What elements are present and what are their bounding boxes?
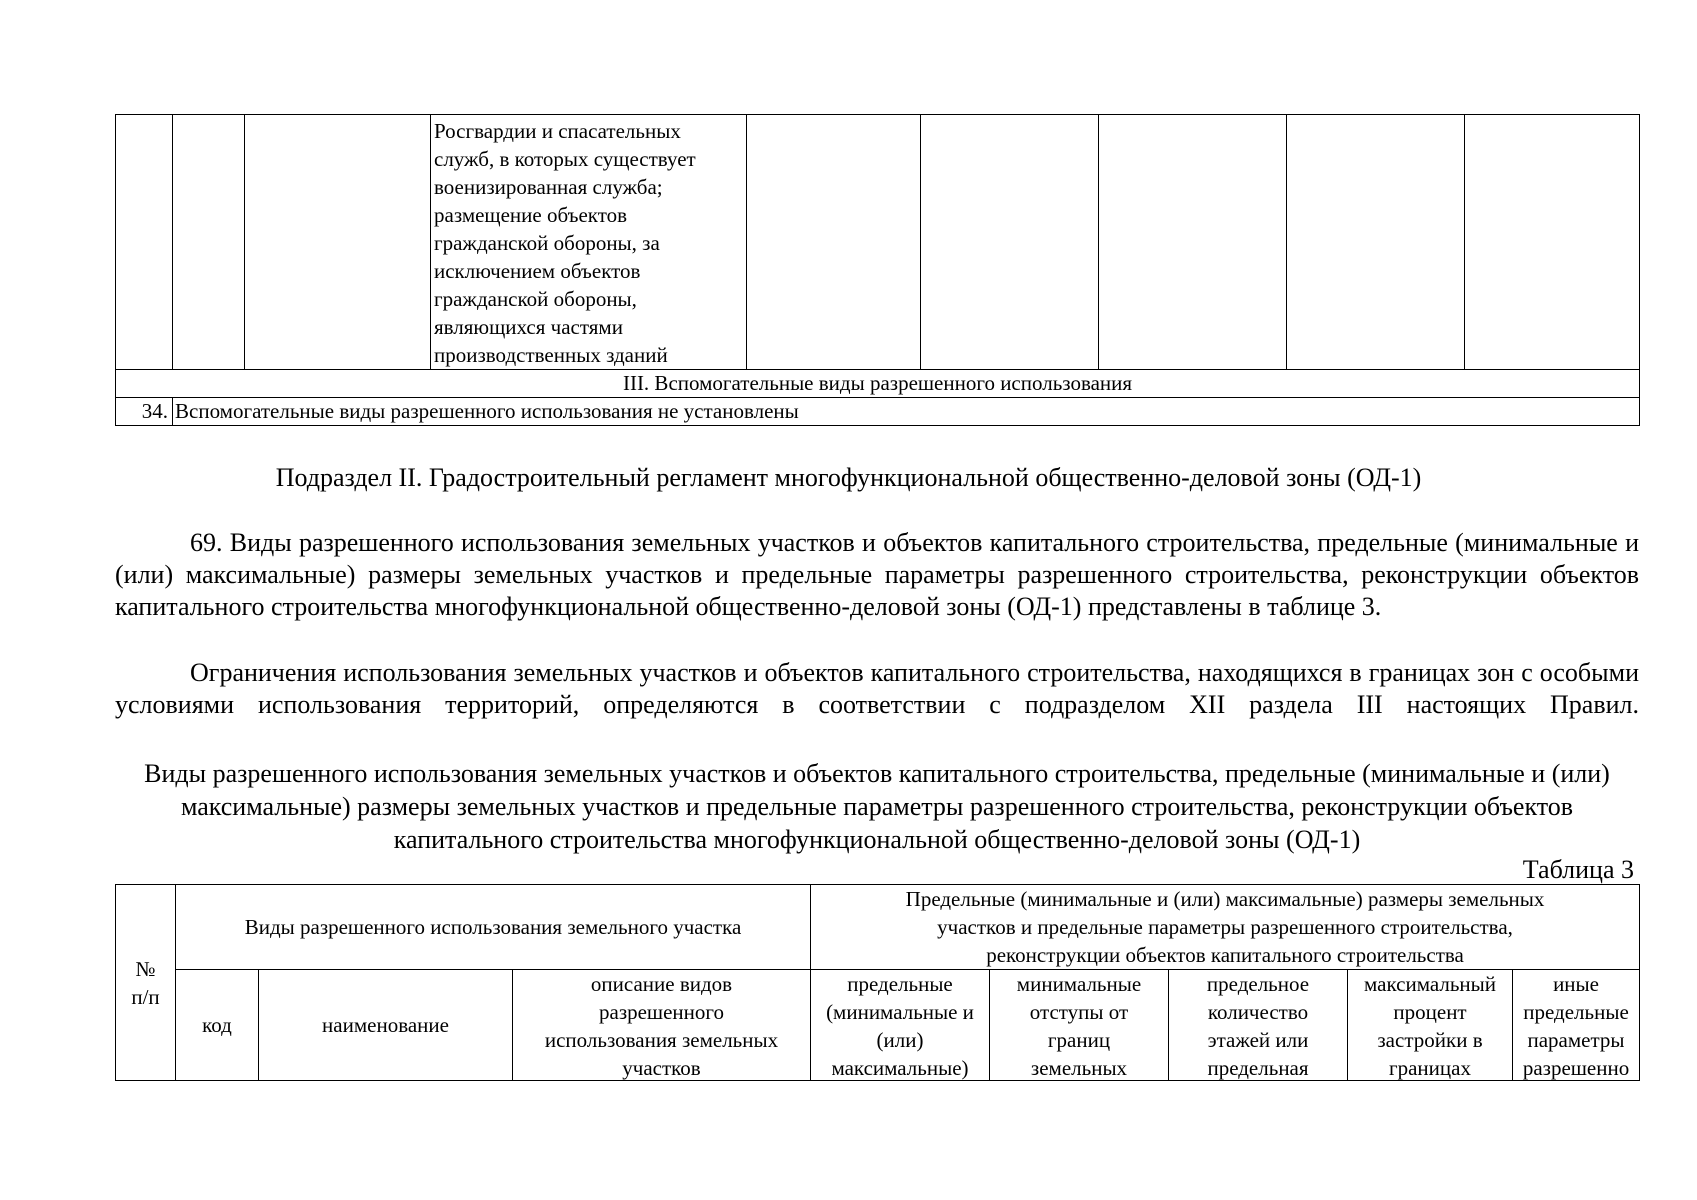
col-header-min-setbacks bbox=[990, 970, 1169, 1081]
table-caption: Виды разрешенного использования земельных участков и объектов капитального строительства, предельные (минимальные и (или) максимальные) размеры земельных участков и предельные параметры разрешенного строительства, реконструкции объектов капитального строительства многофункциональной общественно-деловой зоны (ОД-1) bbox=[144, 759, 1610, 854]
col-header-min-setbacks-text: минимальные отступы от границ земельных bbox=[1016, 972, 1142, 1080]
table-row bbox=[116, 115, 1640, 370]
empty-cell bbox=[1465, 115, 1640, 370]
col-header-number: № п/п bbox=[116, 885, 176, 1081]
empty-cell bbox=[245, 115, 431, 370]
col-header-name: наименование bbox=[259, 970, 513, 1081]
empty-cell bbox=[116, 115, 173, 370]
subsection-title: Подраздел II. Градостроительный регламент многофункциональной общественно-деловой зоны (ОД-1) bbox=[275, 463, 1422, 492]
empty-cell bbox=[173, 115, 245, 370]
empty-cell bbox=[1099, 115, 1287, 370]
col-group-limit-parameters: Предельные (минимальные и (или) максимальные) размеры земельных участков и предельные параметры разрешенного строительства, реконструкции объектов капитального строительства bbox=[811, 885, 1640, 970]
empty-cell bbox=[921, 115, 1099, 370]
empty-cell bbox=[747, 115, 921, 370]
col-header-description-text: описание видов разрешенного использования земельных участков bbox=[544, 972, 779, 1080]
col-header-other bbox=[1513, 970, 1640, 1081]
paragraph-restrictions: Ограничения использования земельных участков и объектов капитального строительства, находящихся в границах зон с особыми условиями использования территорий, определяются в соответствии с подразделом XII раздела III настоящих Правил. bbox=[115, 658, 1639, 719]
row-number-cell: 34. bbox=[116, 398, 173, 426]
col-header-floors bbox=[1169, 970, 1348, 1081]
col-header-code: код bbox=[176, 970, 259, 1081]
col-header-max-coverage bbox=[1348, 970, 1513, 1081]
table-row bbox=[116, 370, 1640, 398]
col-header-other-text: иные предельные параметры разрешенно bbox=[1522, 972, 1630, 1080]
col-header-max-coverage-text: максимальный процент застройки в границах bbox=[1364, 972, 1496, 1080]
table-header-row bbox=[116, 885, 1640, 970]
col-header-floors-text: предельное количество этажей или предельная bbox=[1206, 972, 1310, 1080]
table-number: Таблица 3 bbox=[1522, 855, 1634, 884]
continued-description-cell: Росгвардии и спасательных служб, в которых существует военизированная служба; размещение объектов гражданской обороны, за исключением объектов гражданской обороны, являющихся частями производственных зданий bbox=[431, 115, 747, 370]
table-header-row bbox=[116, 970, 1640, 1081]
table-3 bbox=[115, 884, 1640, 1081]
col-header-limit-sizes-text: предельные (минимальные и (или) максимальные) bbox=[826, 972, 974, 1080]
paragraph-69: 69. Виды разрешенного использования земельных участков и объектов капитального строительства, предельные (минимальные и (или) максимальные) размеры земельных участков и предельные параметры разрешенного строительства, реконструкции объектов капитального строительства многофункциональной общественно-деловой зоны (ОД-1) представлены в таблице 3. bbox=[115, 528, 1639, 621]
col-header-description bbox=[513, 970, 811, 1081]
row-34-text-cell: Вспомогательные виды разрешенного использования не установлены bbox=[173, 398, 1640, 426]
section-heading-cell: III. Вспомогательные виды разрешенного использования bbox=[116, 370, 1640, 398]
empty-cell bbox=[1287, 115, 1465, 370]
col-header-limit-sizes bbox=[811, 970, 990, 1081]
col-group-permitted-uses: Виды разрешенного использования земельного участка bbox=[176, 885, 811, 970]
continuation-table bbox=[115, 114, 1640, 426]
table-row bbox=[116, 398, 1640, 426]
